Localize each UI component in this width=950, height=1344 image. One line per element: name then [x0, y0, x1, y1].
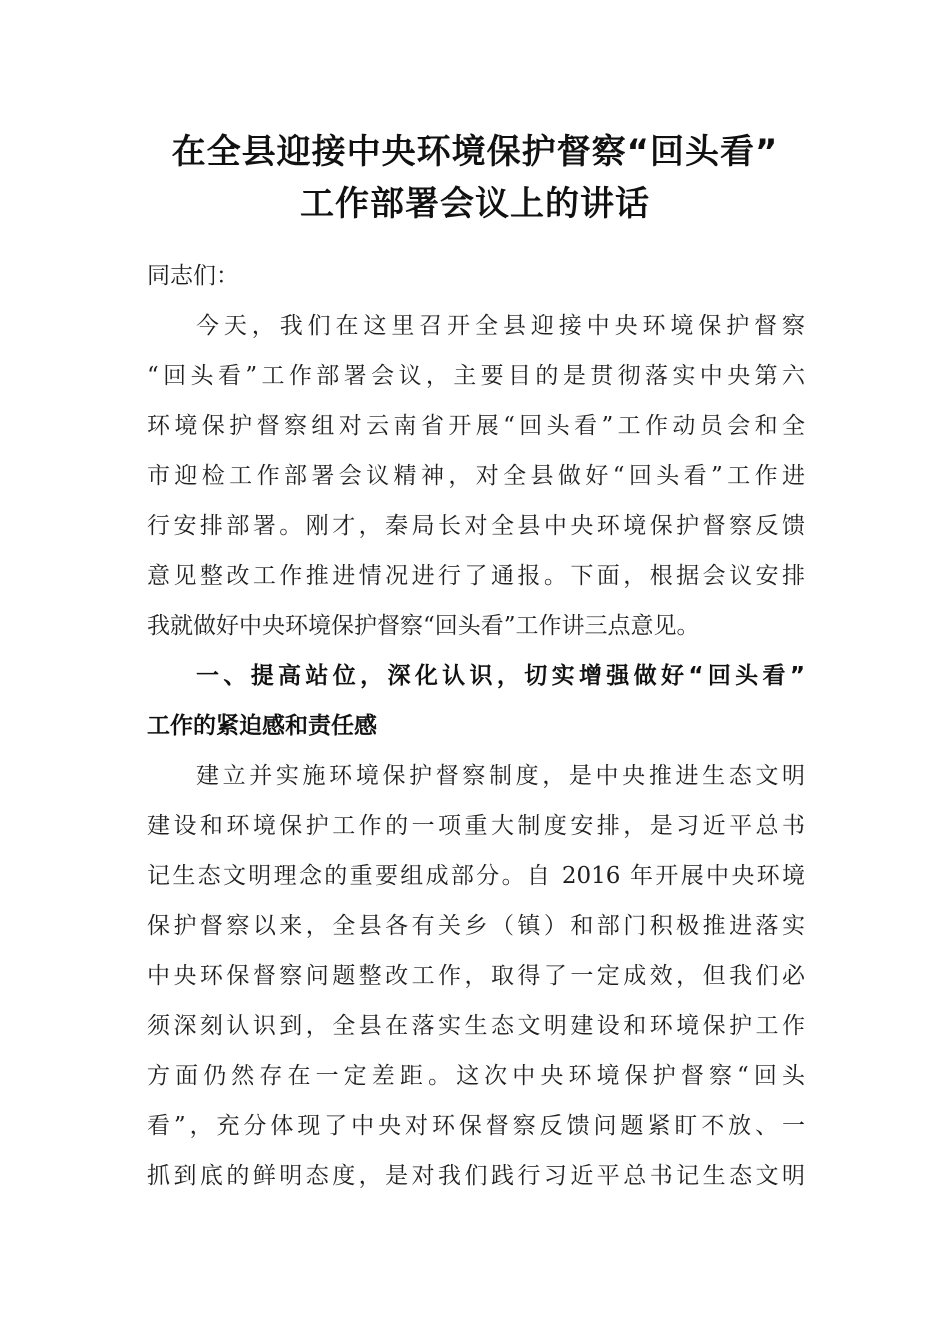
paragraph-2-line-9: 抓到底的鲜明态度，是对我们践行习近平总书记生态文明 [147, 1163, 805, 1189]
paragraph-2-line-7: 方面仍然存在一定差距。这次中央环境保护督察“回头 [147, 1063, 805, 1089]
paragraph-2-line-6: 须深刻认识到，全县在落实生态文明建设和环境保护工作 [147, 1013, 805, 1039]
paragraph-1-line-4: 市迎检工作部署会议精神，对全县做好“回头看”工作进 [147, 463, 805, 489]
paragraph-2-line-3: 记生态文明理念的重要组成部分。自 2016 年开展中央环境 [147, 863, 805, 889]
paragraph-1-line-5: 行安排部署。刚才，秦局长对全县中央环境保护督察反馈 [147, 513, 805, 539]
section-1-heading-line-1: 一、提高站位，深化认识，切实增强做好“回头看” [196, 663, 805, 689]
document-title-line-1: 在全县迎接中央环境保护督察“回头看” [171, 132, 779, 172]
paragraph-2-line-5: 中央环保督察问题整改工作，取得了一定成效，但我们必 [147, 963, 805, 989]
paragraph-1-line-2: “回头看”工作部署会议，主要目的是贯彻落实中央第六 [147, 363, 805, 389]
paragraph-2-line-4: 保护督察以来，全县各有关乡（镇）和部门积极推进落实 [147, 913, 805, 939]
paragraph-1-line-7: 我就做好中央环境保护督察“回头看”工作讲三点意见。 [147, 613, 700, 639]
paragraph-1-line-6: 意见整改工作推进情况进行了通报。下面，根据会议安排 [147, 563, 805, 589]
document-title-line-2: 工作部署会议上的讲话 [300, 184, 650, 224]
paragraph-2-line-8: 看”，充分体现了中央对环保督察反馈问题紧盯不放、一 [147, 1113, 805, 1139]
section-1-heading-line-2: 工作的紧迫感和责任感 [147, 713, 377, 739]
paragraph-1-line-1: 今天，我们在这里召开全县迎接中央环境保护督察 [196, 313, 805, 339]
paragraph-2-line-1: 建立并实施环境保护督察制度，是中央推进生态文明 [196, 763, 805, 789]
paragraph-2-line-2: 建设和环境保护工作的一项重大制度安排，是习近平总书 [147, 813, 805, 839]
salutation: 同志们： [147, 263, 239, 289]
paragraph-1-line-3: 环境保护督察组对云南省开展“回头看”工作动员会和全 [147, 413, 805, 439]
